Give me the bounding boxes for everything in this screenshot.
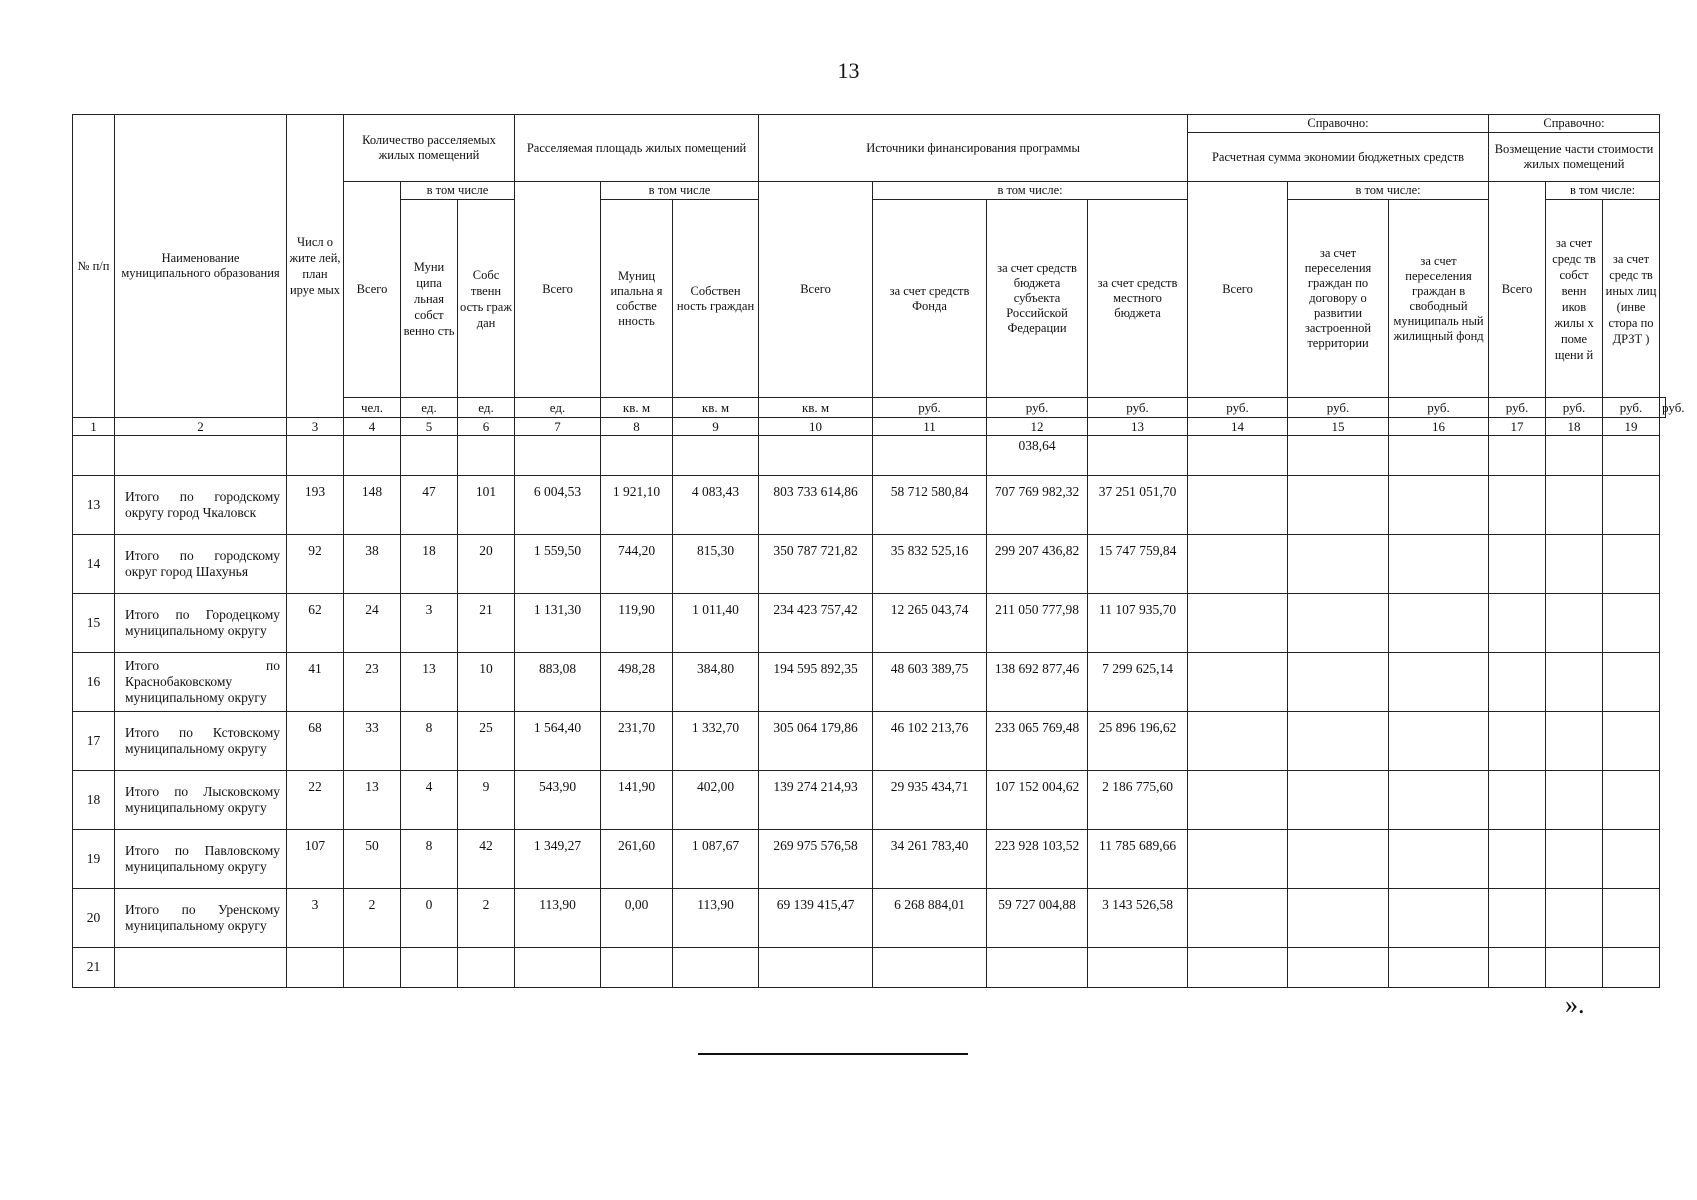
cell-q-own: 25 [458,712,515,771]
cell-people: 107 [287,830,344,889]
cell-n: 20 [73,889,115,948]
empty-cell [1603,830,1660,889]
header-area-incl: в том числе [601,182,759,200]
empty-cell [1489,653,1546,712]
col-number: 18 [1546,418,1603,436]
col-number: 19 [1603,418,1660,436]
cell-a-own: 384,80 [673,653,759,712]
empty-cell [1389,535,1489,594]
cell-n: 21 [73,948,115,988]
carry-over-row [73,436,1666,476]
cell-a-own: 1 011,40 [673,594,759,653]
cell-a-own: 1 087,67 [673,830,759,889]
table-row [73,889,1666,948]
empty-cell [1603,594,1660,653]
col-number: 7 [515,418,601,436]
cell-people: 3 [287,889,344,948]
table-row [73,476,1666,535]
empty-cell [1188,653,1288,712]
col-number: 2 [115,418,287,436]
empty-cell [1546,476,1603,535]
empty-cell [1489,535,1546,594]
cell-n: 17 [73,712,115,771]
cell-a-mun: 261,60 [601,830,673,889]
cell-q-own: 101 [458,476,515,535]
header-comp-owners: за счет средс тв собст венн иков жилы х поме щени й [1546,200,1603,398]
cell-a-own: 4 083,43 [673,476,759,535]
empty-cell [1489,594,1546,653]
resettlement-table-wrapper [72,114,1685,988]
empty-cell [1288,594,1389,653]
cell-people: 62 [287,594,344,653]
cell-f-local: 11 107 935,70 [1088,594,1188,653]
header-num: № п/п [73,115,115,418]
cell-q-own: 20 [458,535,515,594]
empty-cell [1288,535,1389,594]
unit-cell: руб. [1489,398,1546,418]
cell-name: Итого по Лысковскому муниципальному округу [115,771,287,830]
empty-cell [1603,771,1660,830]
empty-cell [1389,830,1489,889]
unit-cell: кв. м [601,398,673,418]
col-number: 9 [673,418,759,436]
header-fund: за счет средств Фонда [873,200,987,398]
cell-f-local: 2 186 775,60 [1088,771,1188,830]
cell-f-total: 194 595 892,35 [759,653,873,712]
cell-a-mun: 1 921,10 [601,476,673,535]
table-row [73,712,1666,771]
empty-cell [1546,653,1603,712]
cell-q-own: 21 [458,594,515,653]
empty-cell [1288,948,1389,988]
col-number: 16 [1389,418,1489,436]
empty-cell [1603,712,1660,771]
cell-q-mun: 47 [401,476,458,535]
empty-cell [1389,594,1489,653]
unit-cell: руб. [1389,398,1489,418]
cell-q-mun: 18 [401,535,458,594]
unit-cell: руб. [1660,398,1666,418]
cell-a-mun: 231,70 [601,712,673,771]
empty-cell [1489,476,1546,535]
cell-q-mun: 4 [401,771,458,830]
empty-cell [1288,771,1389,830]
table-row [73,535,1666,594]
col-number: 13 [1088,418,1188,436]
empty-cell [1389,653,1489,712]
cell-a-mun: 141,90 [601,771,673,830]
cell-n: 16 [73,653,115,712]
header-area-mun: Муниц ипальна я собстве нность [601,200,673,398]
cell-f-local: 37 251 051,70 [1088,476,1188,535]
empty-cell [1546,594,1603,653]
unit-cell: руб. [873,398,987,418]
cell-n: 15 [73,594,115,653]
empty-cell [344,948,401,988]
header-econ-total: Всего [1188,182,1288,398]
empty-cell [759,948,873,988]
cell-f-fund: 46 102 213,76 [873,712,987,771]
empty-cell [1603,535,1660,594]
cell-q-total: 50 [344,830,401,889]
closing-quote-mark: ». [1565,990,1585,1019]
header-comp-incl: в том числе: [1546,182,1660,200]
col-number: 15 [1288,418,1389,436]
cell-q-mun: 0 [401,889,458,948]
cell-q-mun: 3 [401,594,458,653]
cell-q-mun: 13 [401,653,458,712]
empty-cell [873,948,987,988]
cell-f-fund: 34 261 783,40 [873,830,987,889]
cell-q-total: 38 [344,535,401,594]
empty-cell [1489,712,1546,771]
cell-f-subj: 211 050 777,98 [987,594,1088,653]
empty-cell [401,948,458,988]
cell-q-own: 42 [458,830,515,889]
header-ref1: Справочно: [1188,115,1489,133]
cell-q-own: 9 [458,771,515,830]
cell-q-total: 148 [344,476,401,535]
cell-a-total: 1 559,50 [515,535,601,594]
cell-f-fund: 58 712 580,84 [873,476,987,535]
cell-a-total: 6 004,53 [515,476,601,535]
header-qty-group: Количество расселяемых жилых помещений [344,115,515,182]
cell-q-total: 13 [344,771,401,830]
cell-f-subj: 233 065 769,48 [987,712,1088,771]
empty-cell [1188,771,1288,830]
cell-f-local: 7 299 625,14 [1088,653,1188,712]
empty-cell [1546,948,1603,988]
cell-people: 193 [287,476,344,535]
cell-f-local: 3 143 526,58 [1088,889,1188,948]
empty-cell [1489,830,1546,889]
empty-cell [1546,830,1603,889]
cell-f-total: 69 139 415,47 [759,889,873,948]
cell-name: Итого по Краснобаковскому муниципальному округу [115,653,287,712]
col-number: 17 [1489,418,1546,436]
unit-cell: ед. [458,398,515,418]
cell-name: Итого по Уренскому муниципальному округу [115,889,287,948]
header-qty-own: Собс твенн ость граж дан [458,200,515,398]
empty-cell [1288,712,1389,771]
empty-cell [458,948,515,988]
empty-cell [1546,771,1603,830]
empty-cell [1546,889,1603,948]
header-fin-group: Источники финансирования программы [759,115,1188,182]
page-number: 13 [837,58,860,83]
cell-f-subj: 59 727 004,88 [987,889,1088,948]
empty-cell [1389,948,1489,988]
cell-people: 22 [287,771,344,830]
unit-cell: кв. м [759,398,873,418]
empty-cell [287,948,344,988]
cell-a-mun: 0,00 [601,889,673,948]
empty-cell [987,948,1088,988]
empty-cell [1546,712,1603,771]
header-area-total: Всего [515,182,601,398]
col-number: 12 [987,418,1088,436]
empty-cell [1389,712,1489,771]
cell-n: 18 [73,771,115,830]
cell-a-total: 883,08 [515,653,601,712]
cell-q-total: 23 [344,653,401,712]
cell-name: Итого по Городецкому муниципальному округу [115,594,287,653]
empty-cell [1489,948,1546,988]
col-number: 14 [1188,418,1288,436]
cell-f-total: 350 787 721,82 [759,535,873,594]
col-number: 3 [287,418,344,436]
cell-f-subj: 299 207 436,82 [987,535,1088,594]
unit-cell: чел. [344,398,401,418]
empty-cell [1603,653,1660,712]
header-econ-incl: в том числе: [1288,182,1489,200]
header-qty-total: Всего [344,182,401,398]
header-econ-dev: за счет переселения граждан по договору о развитии застроенной территории [1288,200,1389,398]
resettlement-table [72,114,1685,988]
empty-cell [115,948,287,988]
table-row [73,594,1666,653]
carry-over-value: 038,64 [987,436,1088,476]
unit-cell: руб. [1603,398,1660,418]
cell-a-own: 113,90 [673,889,759,948]
cell-f-subj: 707 769 982,32 [987,476,1088,535]
header-comp-other: за счет средс тв иных лиц (инве стора по ДРЗТ ) [1603,200,1660,398]
cell-f-local: 15 747 759,84 [1088,535,1188,594]
empty-cell [673,948,759,988]
unit-cell: руб. [1188,398,1288,418]
cell-n: 14 [73,535,115,594]
empty-cell [1188,476,1288,535]
cell-q-own: 10 [458,653,515,712]
header-name: Наименование муниципального образования [115,115,287,418]
unit-cell: руб. [987,398,1088,418]
cell-people: 68 [287,712,344,771]
empty-cell [1288,476,1389,535]
unit-cell: ед. [401,398,458,418]
col-number: 1 [73,418,115,436]
empty-cell [1188,830,1288,889]
empty-cell [1489,771,1546,830]
cell-n: 13 [73,476,115,535]
empty-cell [1288,653,1389,712]
cell-f-fund: 35 832 525,16 [873,535,987,594]
cell-name: Итого по Павловскому муниципальному округу [115,830,287,889]
cell-f-fund: 29 935 434,71 [873,771,987,830]
empty-cell [1188,889,1288,948]
empty-cell [515,948,601,988]
col-number: 5 [401,418,458,436]
cell-a-total: 543,90 [515,771,601,830]
empty-cell [1188,712,1288,771]
cell-f-subj: 223 928 103,52 [987,830,1088,889]
col-number: 10 [759,418,873,436]
cell-f-local: 25 896 196,62 [1088,712,1188,771]
cell-a-own: 402,00 [673,771,759,830]
cell-people: 92 [287,535,344,594]
header-local: за счет средств местного бюджета [1088,200,1188,398]
cell-q-total: 33 [344,712,401,771]
table-row [73,771,1666,830]
col-number: 11 [873,418,987,436]
header-comp-total: Всего [1489,182,1546,398]
cell-q-mun: 8 [401,830,458,889]
col-number: 6 [458,418,515,436]
table-body [73,436,1666,988]
header-people: Числ о жите лей, план ируе мых [287,115,344,418]
cell-a-mun: 498,28 [601,653,673,712]
cell-f-total: 305 064 179,86 [759,712,873,771]
cell-q-total: 24 [344,594,401,653]
col-number: 8 [601,418,673,436]
cell-f-total: 234 423 757,42 [759,594,873,653]
column-numbers-row [73,418,1666,436]
empty-cell [1188,535,1288,594]
cell-a-total: 113,90 [515,889,601,948]
unit-cell: ед. [515,398,601,418]
cell-q-total: 2 [344,889,401,948]
cell-f-fund: 6 268 884,01 [873,889,987,948]
empty-cell [1546,535,1603,594]
cell-people: 41 [287,653,344,712]
cell-a-mun: 744,20 [601,535,673,594]
empty-cell [1288,830,1389,889]
cell-f-total: 269 975 576,58 [759,830,873,889]
header-econ-group: Расчетная сумма экономии бюджетных средств [1188,133,1489,182]
header-ref2: Справочно: [1489,115,1660,133]
cell-n: 19 [73,830,115,889]
cell-f-fund: 12 265 043,74 [873,594,987,653]
table-row [73,830,1666,889]
empty-cell [1603,476,1660,535]
cell-f-fund: 48 603 389,75 [873,653,987,712]
unit-cell: руб. [1088,398,1188,418]
cell-a-total: 1 564,40 [515,712,601,771]
empty-cell [1489,889,1546,948]
empty-cell [1188,948,1288,988]
header-fin-incl: в том числе: [873,182,1188,200]
cell-q-own: 2 [458,889,515,948]
empty-cell [1603,889,1660,948]
cell-a-total: 1 349,27 [515,830,601,889]
cell-a-own: 815,30 [673,535,759,594]
header-qty-incl: в том числе [401,182,515,200]
unit-cell: руб. [1288,398,1389,418]
empty-cell [1088,948,1188,988]
header-fin-total: Всего [759,182,873,398]
empty-cell [1389,889,1489,948]
empty-cell [601,948,673,988]
cell-f-total: 803 733 614,86 [759,476,873,535]
cell-f-total: 139 274 214,93 [759,771,873,830]
cell-a-own: 1 332,70 [673,712,759,771]
cell-f-local: 11 785 689,66 [1088,830,1188,889]
cell-name: Итого по городскому округу город Чкаловск [115,476,287,535]
header-area-group: Расселяемая площадь жилых помещений [515,115,759,182]
signature-line [698,1053,968,1055]
table-row [73,653,1666,712]
cell-f-subj: 107 152 004,62 [987,771,1088,830]
empty-cell [1389,476,1489,535]
header-comp-group: Возмещение части стоимости жилых помещений [1489,133,1660,182]
cell-a-total: 1 131,30 [515,594,601,653]
header-econ-free: за счет переселения граждан в свободный муниципаль ный жилищный фонд [1389,200,1489,398]
empty-cell [1288,889,1389,948]
cell-a-mun: 119,90 [601,594,673,653]
empty-cell [1188,594,1288,653]
empty-cell [1603,948,1660,988]
cell-f-subj: 138 692 877,46 [987,653,1088,712]
unit-cell: кв. м [673,398,759,418]
unit-cell: руб. [1546,398,1603,418]
cell-q-mun: 8 [401,712,458,771]
table-row [73,948,1666,988]
cell-name: Итого по Кстовскому муниципальному округу [115,712,287,771]
cell-name: Итого по городскому округ город Шахунья [115,535,287,594]
header-qty-mun: Муни ципа льная собст венно сть [401,200,458,398]
empty-cell [1389,771,1489,830]
col-number: 4 [344,418,401,436]
header-subject: за счет средств бюджета субъекта Российской Федерации [987,200,1088,398]
header-area-own: Собствен ность граждан [673,200,759,398]
